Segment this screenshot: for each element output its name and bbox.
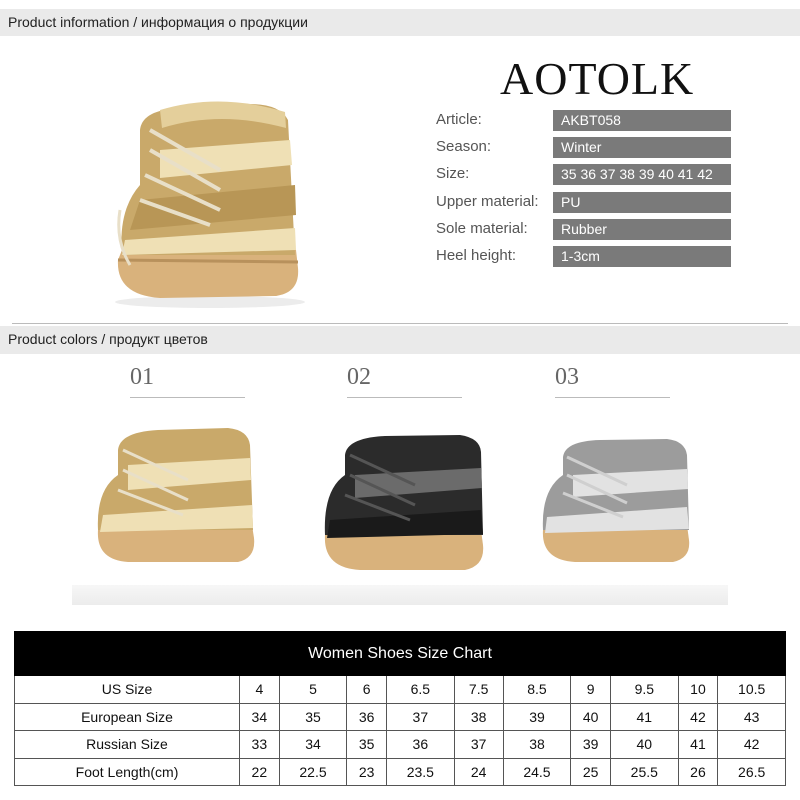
row-label: US Size [15,676,240,704]
spec-row-size [436,164,736,186]
table-cell: 22 [240,758,280,786]
table-cell: 37 [454,731,503,759]
table-cell: 25 [571,758,611,786]
table-cell: 41 [610,703,678,731]
table-cell: 24 [454,758,503,786]
spec-label: Article: [436,111,482,128]
row-label: Foot Length(cm) [15,758,240,786]
table-cell: 23 [347,758,387,786]
table-cell: 9.5 [610,676,678,704]
table-cell: 22.5 [279,758,347,786]
table-cell: 33 [240,731,280,759]
table-cell: 7.5 [454,676,503,704]
table-cell: 36 [347,703,387,731]
table-cell: 39 [503,703,571,731]
spec-value: Rubber [553,219,731,240]
divider [12,323,788,324]
section-header-product-info [0,9,800,36]
section-header-product-colors [0,326,800,354]
spec-label: Size: [436,165,470,182]
table-cell: 35 [347,731,387,759]
variant-underline [555,397,670,398]
variant-underline [347,397,462,398]
table-cell: 34 [240,703,280,731]
spec-row-upper-material [436,192,736,214]
spec-label: Upper material: [436,193,539,210]
spec-label: Heel height: [436,247,517,264]
spec-row-article [436,110,736,132]
main-product-image [100,90,310,310]
row-label: Russian Size [15,731,240,759]
table-cell: 10.5 [718,676,786,704]
table-row [15,676,786,704]
table-cell: 40 [571,703,611,731]
spec-value: PU [553,192,731,213]
table-cell: 34 [279,731,347,759]
spec-row-sole-material [436,219,736,241]
table-cell: 42 [678,703,718,731]
variant-03-image [535,435,695,570]
table-cell: 8.5 [503,676,571,704]
spec-label: Sole material: [436,220,528,237]
table-cell: 39 [571,731,611,759]
table-cell: 38 [454,703,503,731]
table-cell: 25.5 [610,758,678,786]
table-cell: 6 [347,676,387,704]
table-cell: 43 [718,703,786,731]
table-cell: 24.5 [503,758,571,786]
spec-value: 35 36 37 38 39 40 41 42 [553,164,731,185]
variant-number: 01 [130,364,154,390]
spec-value: AKBT058 [553,110,731,131]
table-cell: 35 [279,703,347,731]
product-shadow-strip [72,585,728,605]
spec-row-heel-height [436,246,736,268]
variant-01-image [88,420,258,580]
size-chart-table [14,631,786,786]
size-chart-header [15,632,786,676]
size-chart-title: Women Shoes Size Chart [15,632,786,676]
spec-value: Winter [553,137,731,158]
table-cell: 23.5 [387,758,455,786]
table-row [15,703,786,731]
table-cell: 40 [610,731,678,759]
table-cell: 26 [678,758,718,786]
variant-02-image [315,430,490,580]
table-cell: 5 [279,676,347,704]
table-cell: 37 [387,703,455,731]
section-title: Product colors / продукт цветов [8,331,208,347]
table-cell: 9 [571,676,611,704]
table-cell: 36 [387,731,455,759]
row-label: European Size [15,703,240,731]
table-row [15,758,786,786]
table-cell: 41 [678,731,718,759]
table-cell: 4 [240,676,280,704]
table-cell: 10 [678,676,718,704]
table-cell: 42 [718,731,786,759]
spec-value: 1-3cm [553,246,731,267]
spec-label: Season: [436,138,492,155]
variant-underline [130,397,245,398]
variant-number: 03 [555,364,579,390]
brand-name: AOTOLK [500,53,695,104]
table-cell: 6.5 [387,676,455,704]
table-row [15,731,786,759]
table-cell: 26.5 [718,758,786,786]
spec-row-season [436,137,736,159]
variant-number: 02 [347,364,371,390]
section-title: Product information / информация о продукции [8,14,308,30]
table-cell: 38 [503,731,571,759]
